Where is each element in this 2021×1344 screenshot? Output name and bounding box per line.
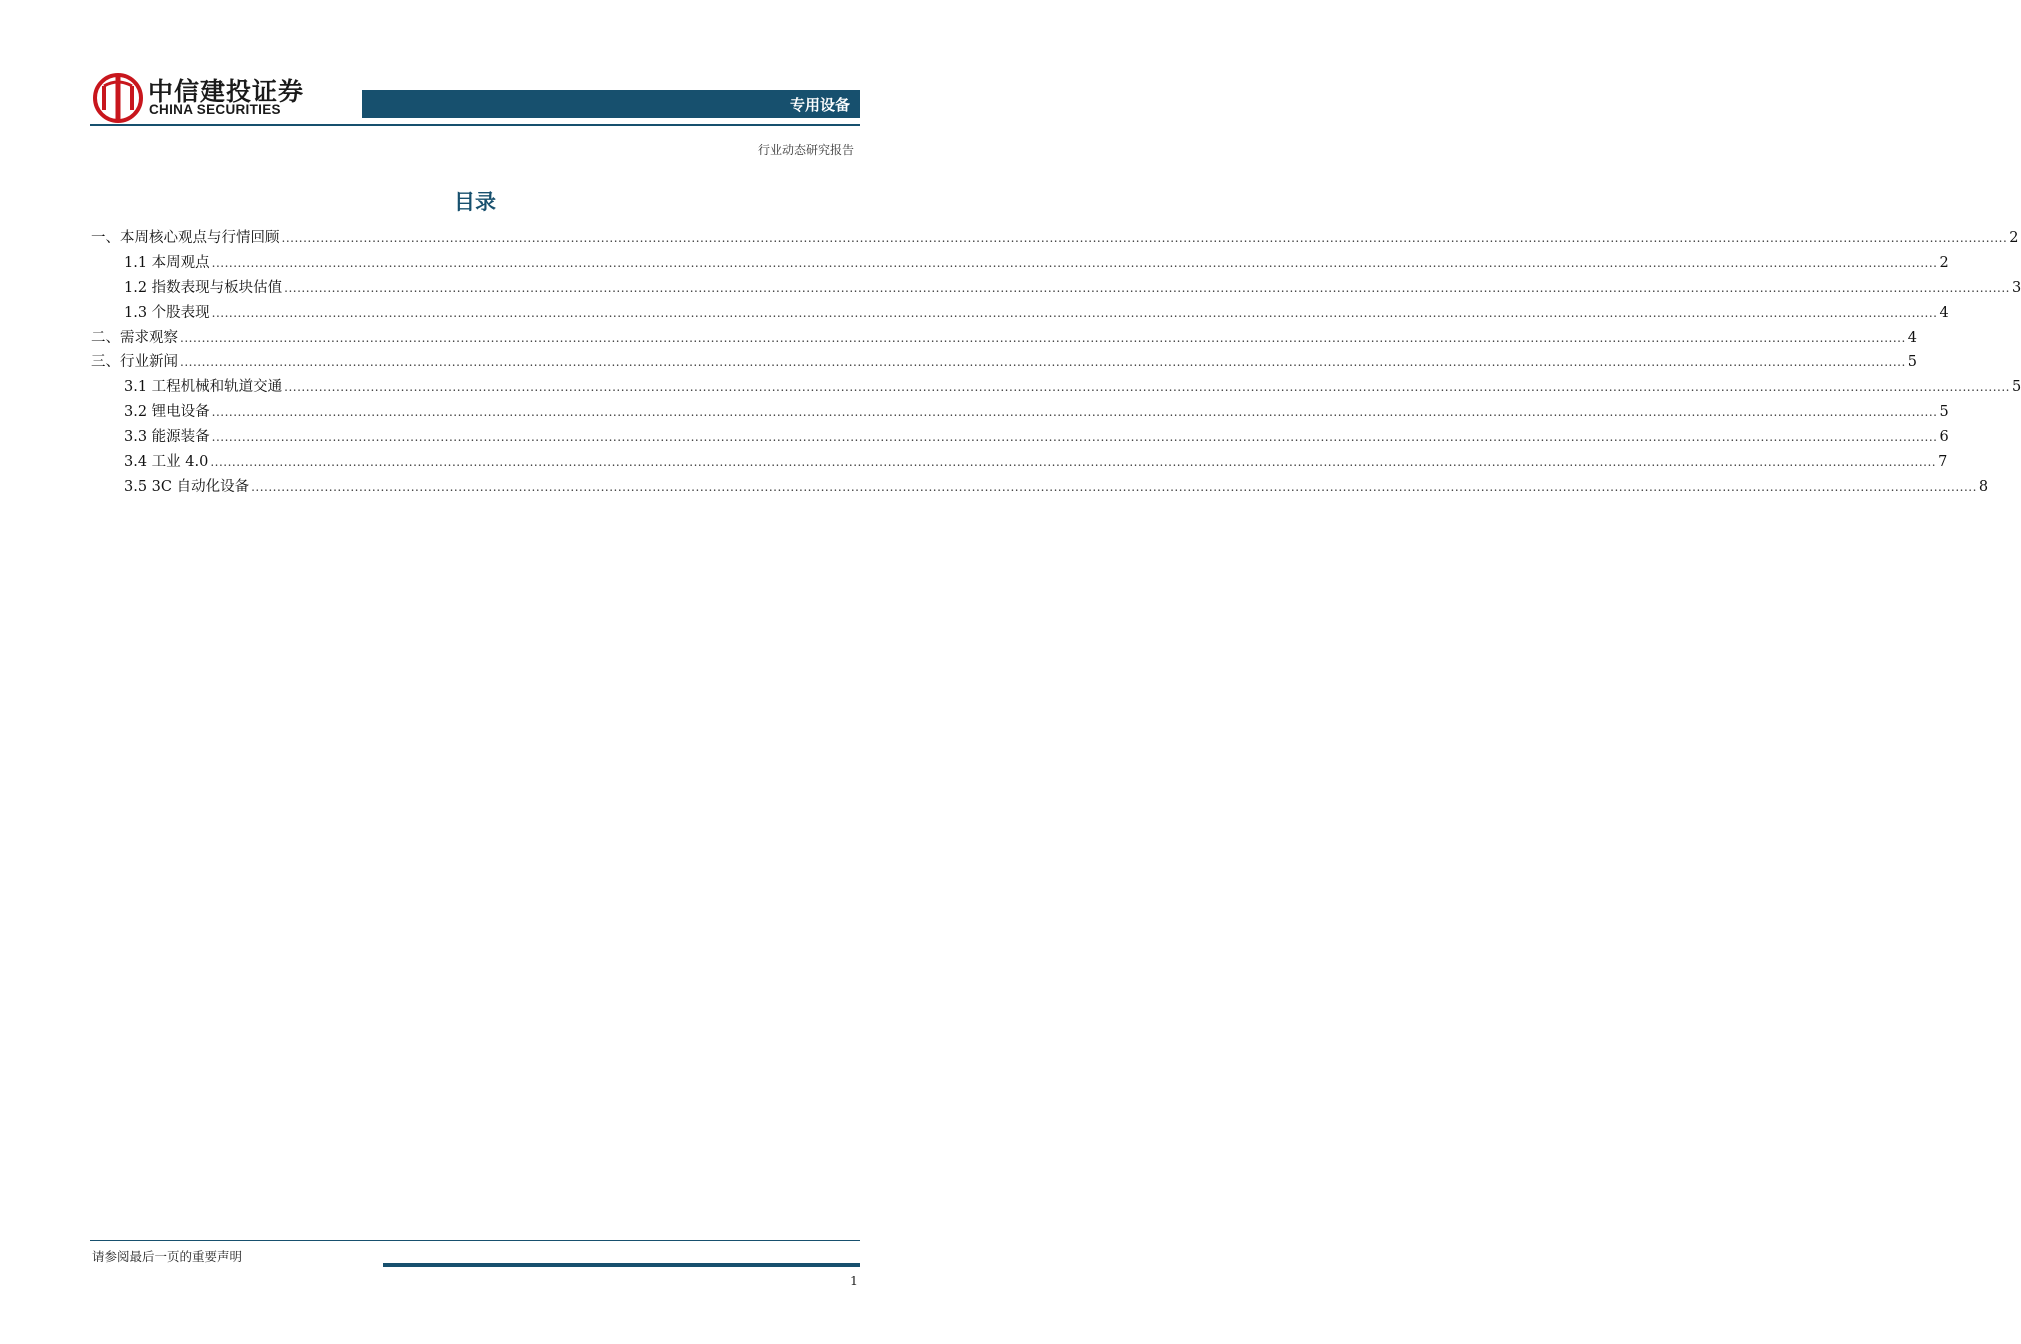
toc-entry-page: 7 [1938, 454, 1948, 471]
toc-entry[interactable] [91, 425, 1949, 450]
sector-banner [362, 90, 860, 118]
toc-entry-label: 3.3 能源装备 [124, 429, 210, 446]
toc-entry-label: 3.1 工程机械和轨道交通 [124, 379, 283, 396]
toc-entry[interactable] [91, 450, 1948, 475]
toc-entry-label: 3.4 工业 4.0 [124, 454, 209, 471]
toc-leader-dots: ................................................................................................................................................................................................................................................................................................................................................................................................................ [211, 405, 1938, 420]
toc-entry[interactable] [91, 400, 1949, 425]
toc-entry[interactable] [91, 276, 2021, 301]
toc-entry-label: 1.3 个股表现 [124, 304, 210, 321]
toc-entry-label: 三、行业新闻 [91, 354, 178, 371]
toc-entry[interactable] [91, 226, 2019, 251]
toc-leader-dots: ................................................................................................................................................................................................................................................................................................................................................................................................................ [251, 479, 1977, 494]
toc-entry[interactable] [91, 301, 1949, 326]
toc-entry-page: 3 [2011, 279, 2021, 296]
logo-english-name: CHINA SECURITIES [149, 102, 281, 117]
sector-label: 专用设备 [789, 96, 850, 114]
toc-entry-label: 二、需求观察 [91, 329, 178, 346]
citic-emblem-icon [92, 72, 144, 124]
toc-entry-label: 3.5 3C 自动化设备 [124, 478, 250, 495]
toc-entry-page: 2 [2009, 230, 2019, 246]
footer-accent-bar [383, 1263, 860, 1267]
toc-entry[interactable] [91, 326, 1918, 351]
toc-entry-label: 3.2 锂电设备 [124, 404, 210, 421]
page-number: 1 [850, 1273, 858, 1288]
toc-entry-page: 8 [1978, 478, 1989, 495]
toc-entry-page: 4 [1907, 329, 1918, 346]
header-divider [90, 124, 860, 126]
toc-entry-page: 4 [1939, 304, 1949, 321]
toc-entry-page: 5 [1907, 354, 1918, 371]
toc-entry[interactable] [91, 475, 1989, 500]
toc-leader-dots: ................................................................................................................................................................................................................................................................................................................................................................................................................ [211, 430, 1938, 445]
toc-entry[interactable] [91, 251, 1949, 276]
toc-entry-page: 5 [2011, 379, 2021, 396]
toc-leader-dots: ................................................................................................................................................................................................................................................................................................................................................................................................................ [211, 255, 1938, 270]
toc-entry[interactable] [91, 350, 1918, 375]
toc-entry-page: 2 [1939, 254, 1949, 271]
table-of-contents [91, 226, 2021, 500]
company-logo [92, 70, 352, 126]
toc-leader-dots: ................................................................................................................................................................................................................................................................................................................................................................................................................ [284, 280, 2010, 295]
toc-leader-dots: ................................................................................................................................................................................................................................................................................................................................................................................................................ [281, 231, 2008, 245]
toc-entry-label: 1.1 本周观点 [124, 254, 210, 271]
toc-title: 目录 [454, 190, 496, 214]
toc-leader-dots: ................................................................................................................................................................................................................................................................................................................................................................................................................ [180, 355, 1906, 370]
toc-entry-label: 1.2 指数表现与板块估值 [124, 279, 283, 296]
toc-leader-dots: ................................................................................................................................................................................................................................................................................................................................................................................................................ [210, 455, 1937, 470]
footer-divider [90, 1240, 860, 1241]
toc-entry[interactable] [91, 375, 2021, 400]
toc-entry-page: 5 [1939, 404, 1949, 421]
toc-leader-dots: ................................................................................................................................................................................................................................................................................................................................................................................................................ [211, 305, 1938, 320]
disclaimer-note: 请参阅最后一页的重要声明 [92, 1249, 243, 1264]
logo-chinese-name: 中信建投证券 [148, 77, 305, 106]
toc-leader-dots: ................................................................................................................................................................................................................................................................................................................................................................................................................ [180, 330, 1906, 345]
toc-entry-label: 一、本周核心观点与行情回顾 [91, 230, 280, 246]
toc-entry-page: 6 [1939, 429, 1949, 446]
report-type: 行业动态研究报告 [757, 143, 854, 157]
toc-leader-dots: ................................................................................................................................................................................................................................................................................................................................................................................................................ [284, 380, 2010, 395]
